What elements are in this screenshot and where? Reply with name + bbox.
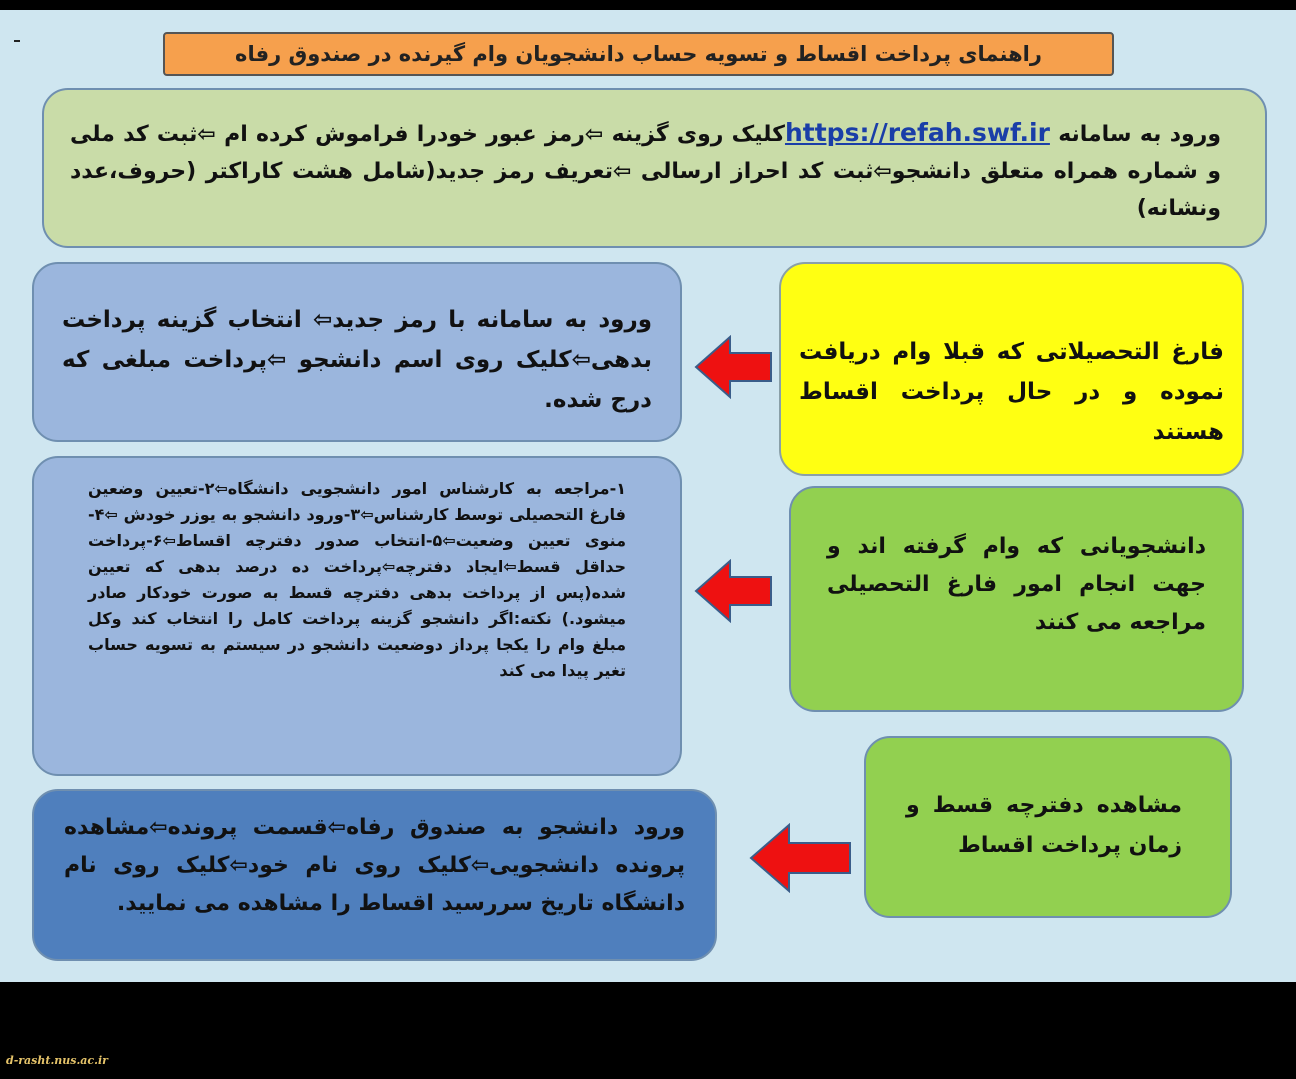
page-title: راهنمای پرداخت اقساط و تسویه حساب دانشجویان وام گیرنده در صندوق رفاه bbox=[163, 32, 1114, 76]
case-graduation-students-label: دانشجویانی که وام گرفته اند و جهت انجام امور فارغ التحصیلی مراجعه می کنند bbox=[827, 534, 1206, 635]
left-arrow-icon bbox=[694, 559, 774, 623]
left-arrow-icon bbox=[749, 823, 853, 893]
corner-mark bbox=[14, 40, 20, 42]
view-installments-steps-box bbox=[32, 789, 717, 961]
view-installments-steps-text: ورود دانشجو به صندوق رفاه⇦قسمت پرونده⇦مشاهده پرونده دانشجویی⇦کلیک روی نام خود⇦کلیک روی نام دانشگاه تاریخ سررسید اقساط را مشاهده می نمایید. bbox=[64, 815, 685, 916]
footer-site-logo: d-rasht.nus.ac.ir bbox=[6, 1054, 108, 1067]
login-text-start: ورود به سامانه bbox=[1049, 122, 1222, 147]
refah-link[interactable]: https://refah.swf.ir bbox=[784, 118, 1050, 147]
login-text-rest: کلیک روی گزینه ⇦رمز عبور خودرا فراموش کرده ام ⇦ثبت کد ملی و شماره همراه متعلق دانشجو⇦ثبت کد احراز ارسالی ⇦تعریف رمز جدید(شامل هشت کاراکتر (حروف،عدد ونشانه) bbox=[70, 122, 1221, 221]
slide bbox=[0, 10, 1296, 982]
case-graduates-paying-label: فارغ التحصیلاتی که قبلا وام دریافت نموده و در حال پرداخت اقساط هستند bbox=[799, 339, 1224, 445]
payment-steps-text: ورود به سامانه با رمز جدید⇦ انتخاب گزینه پرداخت بدهی⇦کلیک روی اسم دانشجو ⇦پرداخت مبلغی که درج شده. bbox=[62, 307, 652, 413]
left-arrow-icon bbox=[694, 335, 774, 399]
case-graduation-students-box bbox=[789, 486, 1244, 712]
login-instructions-box bbox=[42, 88, 1267, 248]
case-graduates-paying-box bbox=[779, 262, 1244, 476]
graduation-steps-box bbox=[32, 456, 682, 776]
case-view-installments-box bbox=[864, 736, 1232, 918]
payment-steps-box bbox=[32, 262, 682, 442]
case-view-installments-label: مشاهده دفترچه قسط و زمان پرداخت اقساط bbox=[906, 793, 1182, 858]
graduation-steps-text: ۱-مراجعه به کارشناس امور دانشجویی دانشگاه⇦۲-تعیین وضعین فارغ التحصیلی توسط کارشناس⇦۳-ورود دانشجو به یوزر خودش ⇦۴-منوی تعیین وضعیت⇦۵-انتخاب صدور دفترچه اقساط⇦۶-پرداخت حداقل قسط⇦ایجاد دفترچه⇦پرداخت ده درصد بدهی که تعیین شده(پس از پرداخت بدهی دفترچه قسط به صورت خودکار صادر میشود.) نکته:اگر دانشجو گزینه پرداخت کامل را انتخاب کند وکل مبلغ وام را یکجا پرداز دوضعیت دانشجو در سیستم به تسویه حساب تغیر پیدا می کند bbox=[88, 479, 627, 680]
